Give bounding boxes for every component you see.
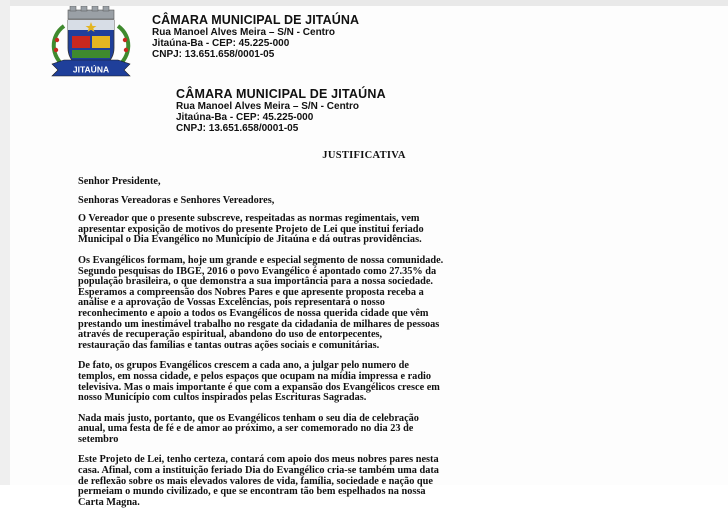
paragraph-line: Carta Magna. [78, 496, 140, 508]
paragraph-line: anual, uma festa de fé e de amor ao próximo, a ser comemorado no dia 23 de [78, 423, 414, 435]
paragraph-1 [78, 214, 720, 246]
paragraph-4 [78, 414, 720, 446]
paragraph-line: templos, em nossa cidade, e pelos espaços que ocupam na mídia impressa e radio [78, 370, 432, 382]
paragraph-line: de reflexão sobre os mais elevados valores de vida, família, sociedade e nação que [78, 475, 433, 487]
paragraph-line: Municipal o Dia Evangélico no Município de Jitaúna e dá outras providências. [78, 234, 422, 246]
municipal-crest-icon [44, 6, 150, 78]
paragraph-3 [78, 361, 720, 403]
paragraph-line: prestando um inestimável trabalho no resgate da cidadania de milhares de pessoas [78, 318, 440, 330]
letterhead-primary-cnpj: CNPJ: 13.651.658/0001-05 [152, 49, 275, 60]
letterhead-secondary-title: CÂMARA MUNICIPAL DE JITAÚNA [176, 87, 386, 101]
paragraph-line: reconhecimento e apoio a todos os Evangélicos de nossa querida cidade que vêm [78, 307, 429, 319]
paragraph-line: apresentar exposição de motivos do presente Projeto de Lei que institui feriado [78, 223, 424, 235]
paragraph-line: nosso Município com cultos inspirados pelas Escrituras Sagradas. [78, 392, 367, 404]
document-body [78, 177, 720, 518]
salutation-president: Senhor Presidente, [78, 176, 161, 187]
paragraph-5 [78, 455, 720, 508]
paragraph-2 [78, 256, 720, 351]
paragraph-line: Esperamos a compreensão dos Nobres Pares e que apresente proposta receba a [78, 286, 424, 298]
letterhead-secondary-cnpj: CNPJ: 13.651.658/0001-05 [176, 123, 299, 134]
paragraph-line: análise e a aprovação de Vossas Excelências, pois representará o nosso [78, 297, 385, 309]
paragraph-line: Nada mais justo, portanto, que os Evangélicos tenham o seu dia de celebração [78, 412, 419, 424]
letterhead-secondary-city-cep: Jitaúna-Ba - CEP: 45.225-000 [176, 112, 314, 123]
letterhead-primary-city-cep: Jitaúna-Ba - CEP: 45.225-000 [152, 38, 290, 49]
crest-banner-text: JITAÚNA [72, 64, 110, 75]
salutation-councilors: Senhoras Vereadoras e Senhores Vereadores, [78, 194, 275, 206]
letterhead-secondary-address: Rua Manoel Alves Meira – S/N - Centro [176, 101, 360, 112]
scan-left-edge [0, 0, 10, 485]
paragraph-line: população brasileira, o que demonstra a sua importância para a nossa sociedade. [78, 276, 433, 288]
paragraph-line: setembro [78, 433, 119, 445]
paragraph-line: Segundo pesquisas do IBGE, 2016 o povo Evangélico é apontado como 27.35% da [78, 265, 437, 277]
paragraph-line: permeiam o mundo civilizado, e que se encontram tão bem espelhados na nossa [78, 486, 426, 498]
paragraph-line: Os Evangélicos formam, hoje um grande e especial segmento de nossa comunidade. [78, 254, 444, 266]
paragraph-line: casa. Afinal, com a instituição feriado Dia do Evangélico cria-se também uma data [78, 465, 439, 477]
paragraph-line: restauração das famílias e tantas outras ações sociais e comunitárias. [78, 339, 380, 351]
letterhead-primary-address: Rua Manoel Alves Meira – S/N - Centro [152, 27, 336, 38]
paragraph-line: através de recuperação espiritual, abandono do uso de entorpecentes, [78, 329, 383, 341]
paragraph-line: O Vereador que o presente subscreve, respeitadas as normas regimentais, vem [78, 213, 420, 225]
paragraph-line: De fato, os grupos Evangélicos crescem a cada ano, a julgar pelo numero de [78, 360, 409, 372]
letterhead-secondary [176, 88, 386, 134]
paragraph-line: televisiva. Mas o mais importante é que com a expansão dos Evangélicos cresce em [78, 381, 440, 393]
letterhead-primary [152, 14, 359, 60]
paragraph-line: Este Projeto de Lei, tenho certeza, contará com apoio dos meus nobres pares nesta [78, 454, 439, 466]
letterhead-primary-title: CÂMARA MUNICIPAL DE JITAÚNA [152, 13, 360, 27]
document-heading: JUSTIFICATIVA [322, 150, 406, 161]
